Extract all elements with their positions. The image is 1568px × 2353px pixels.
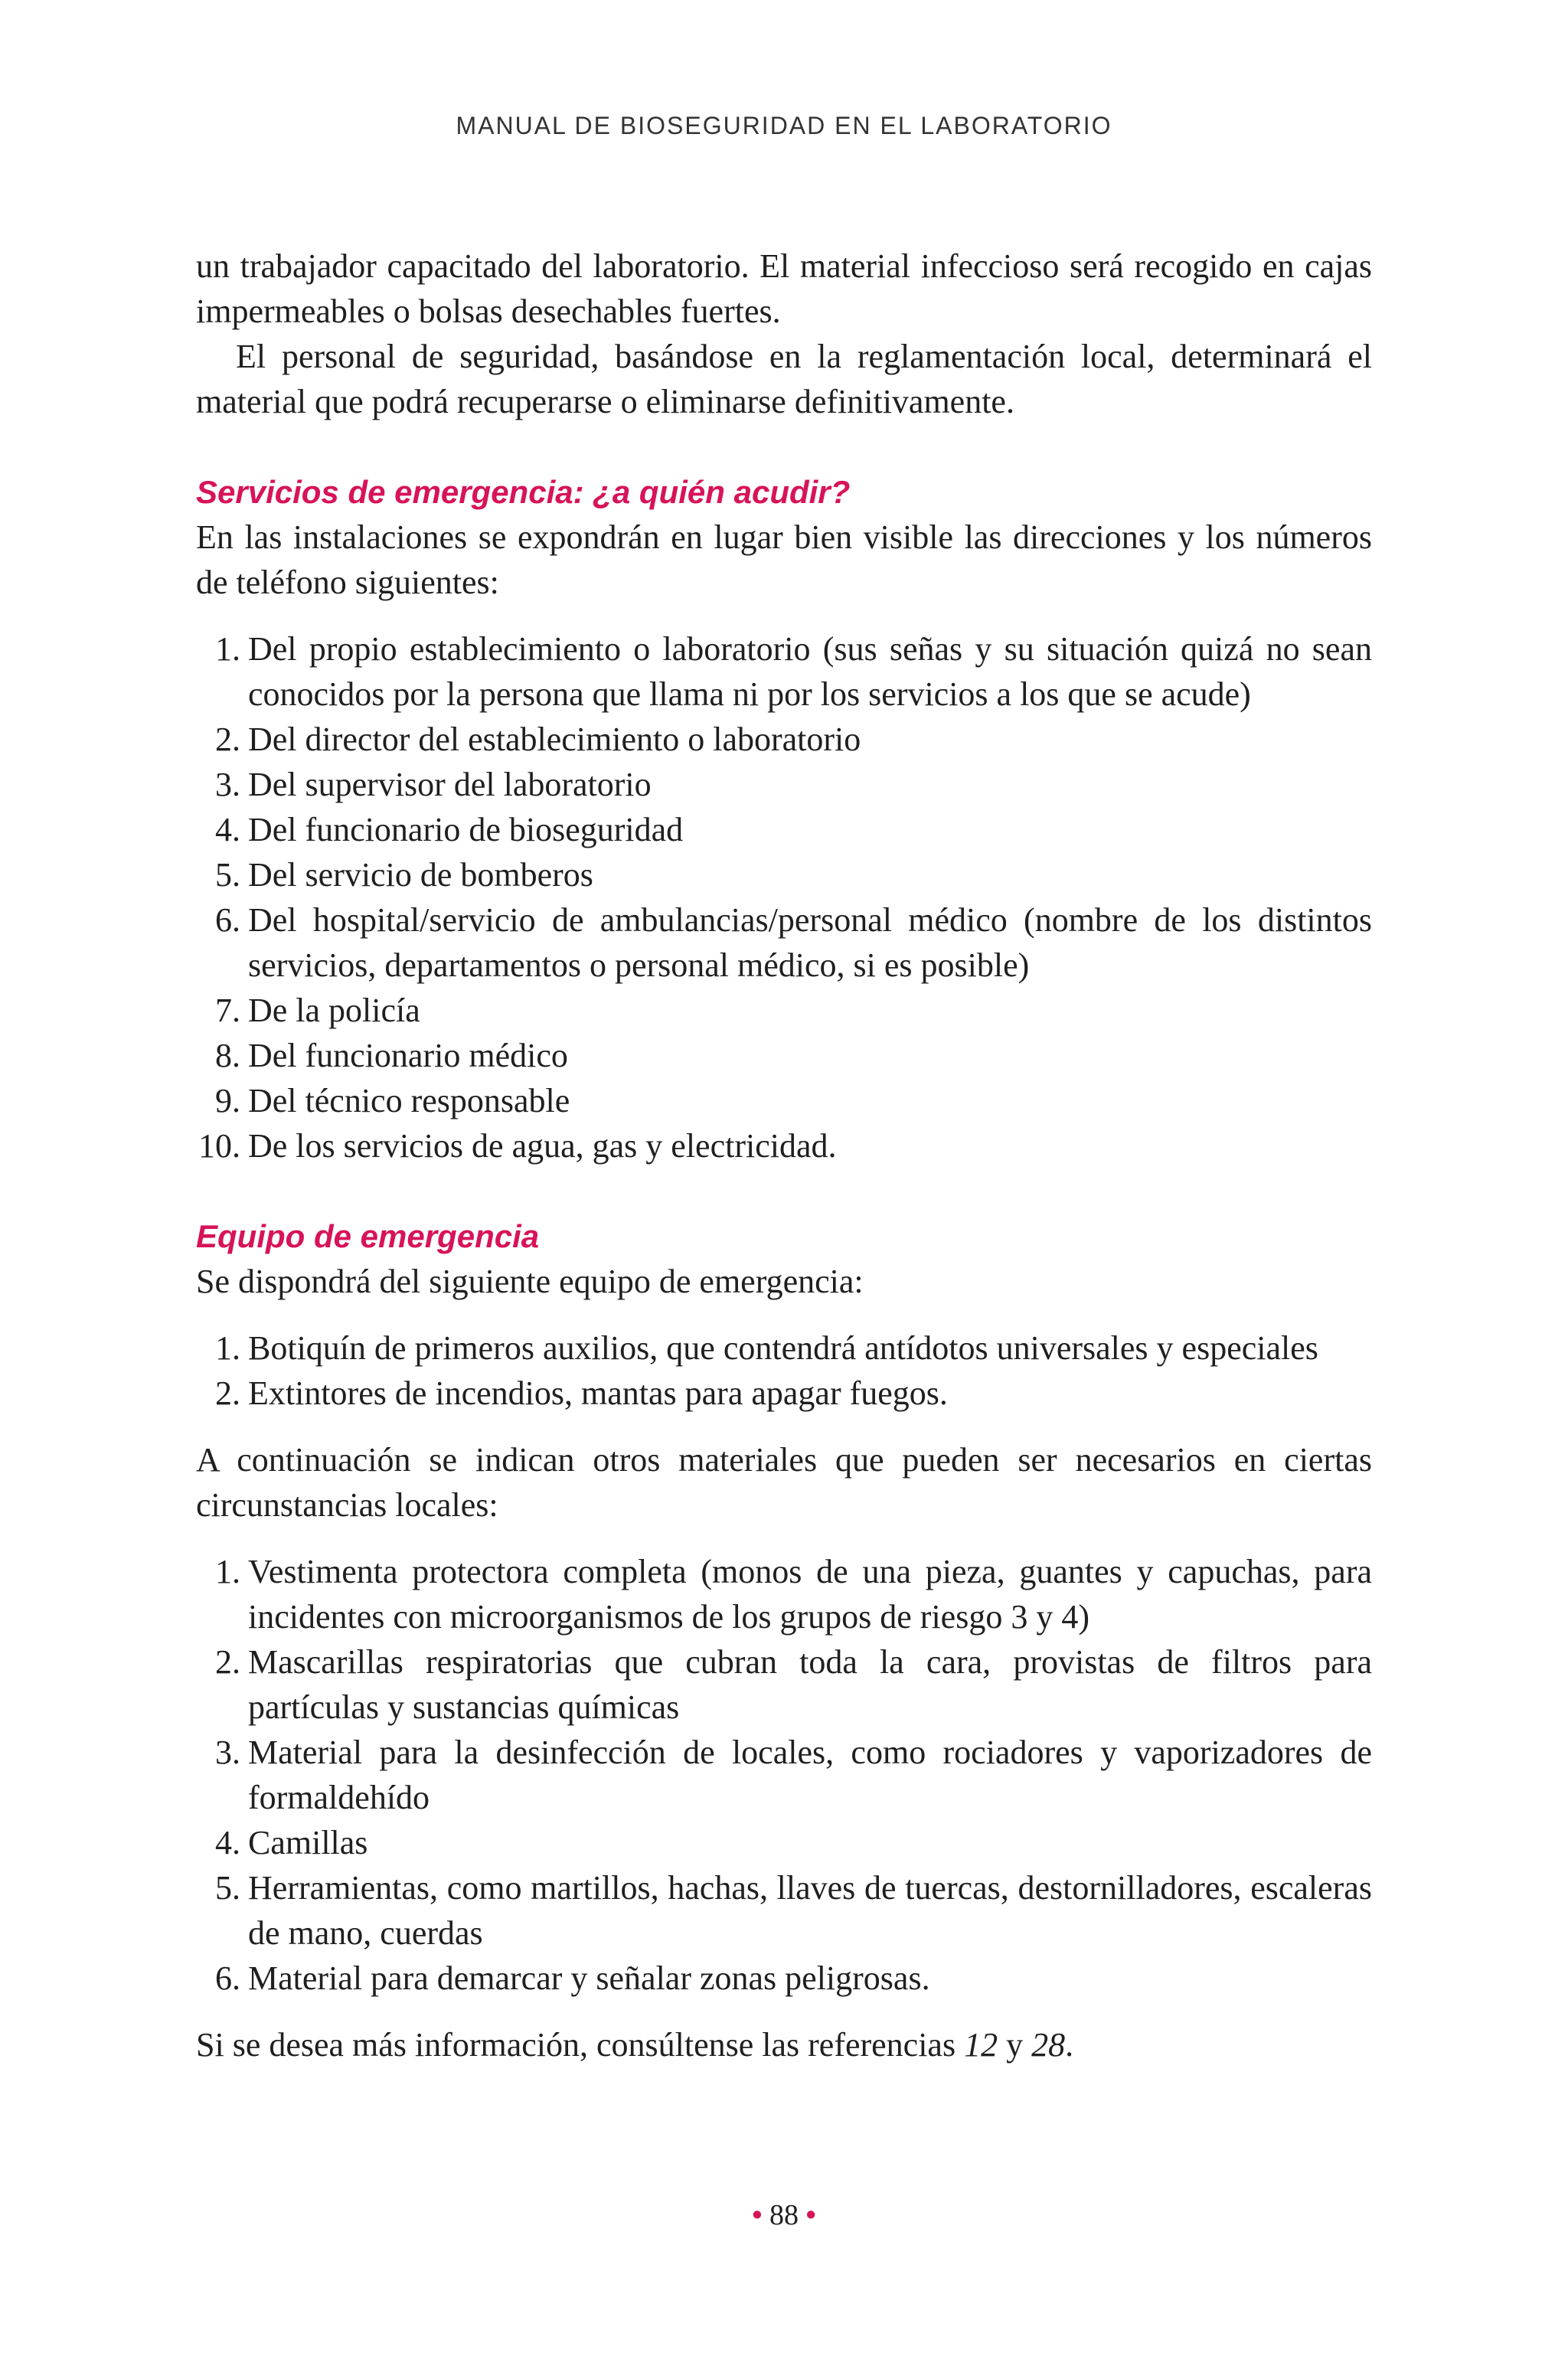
list-number: 6. bbox=[215, 901, 240, 939]
reference-link-12: 12 bbox=[964, 2026, 998, 2064]
other-materials-intro: A continuación se indican otros materiales que pueden ser necesarios en ciertas circunstancias locales: bbox=[196, 1441, 1372, 1524]
closing-text-middle: y bbox=[998, 2026, 1032, 2064]
list-number: 1. bbox=[215, 630, 240, 668]
list-item bbox=[196, 1123, 1372, 1168]
list-item bbox=[196, 1549, 1372, 1639]
closing-paragraph bbox=[196, 2022, 1372, 2067]
list-number: 2. bbox=[215, 721, 240, 758]
list-item bbox=[196, 897, 1372, 988]
list-number: 4. bbox=[215, 1824, 240, 1861]
list-item bbox=[196, 852, 1372, 897]
emergency-contacts-list bbox=[196, 626, 1372, 1168]
list-text: Del hospital/servicio de ambulancias/personal médico (nombre de los distintos servicios, departamentos o personal médico, si es posible) bbox=[248, 901, 1372, 984]
bullet-icon: • bbox=[752, 2199, 763, 2231]
list-text: Del supervisor del laboratorio bbox=[248, 766, 652, 803]
list-item bbox=[196, 1325, 1372, 1371]
emergency-equipment-list bbox=[196, 1325, 1372, 1416]
list-item bbox=[196, 717, 1372, 762]
list-item bbox=[196, 1956, 1372, 2001]
list-number: 5. bbox=[215, 1869, 240, 1907]
list-text: Del servicio de bomberos bbox=[248, 856, 593, 894]
list-number: 6. bbox=[215, 1959, 240, 1997]
list-text: Del funcionario médico bbox=[248, 1037, 568, 1074]
page-body bbox=[196, 243, 1372, 2067]
list-number: 3. bbox=[215, 766, 240, 803]
emergency-equipment-intro: Se dispondrá del siguiente equipo de emergencia: bbox=[196, 1263, 864, 1300]
emergency-services-intro: En las instalaciones se expondrán en lugar bien visible las direcciones y los números de teléfono siguientes: bbox=[196, 518, 1372, 601]
intro-paragraph-2: El personal de seguridad, basándose en la reglamentación local, determinará el material que podrá recuperarse o eliminarse definitivamente. bbox=[196, 338, 1372, 420]
list-text: Herramientas, como martillos, hachas, llaves de tuercas, destornilladores, escaleras de mano, cuerdas bbox=[248, 1869, 1372, 1952]
list-number: 10. bbox=[198, 1127, 240, 1165]
section-heading-emergency-services: Servicios de emergencia: ¿a quién acudir? bbox=[196, 474, 851, 510]
reference-link-28: 28 bbox=[1031, 2026, 1066, 2064]
other-materials-list bbox=[196, 1549, 1372, 2001]
list-text: Del funcionario de bioseguridad bbox=[248, 811, 684, 848]
list-number: 8. bbox=[215, 1037, 240, 1074]
list-text: Del propio establecimiento o laboratorio (sus señas y su situación quizá no sean conocidos por la persona que llama ni por los servicios a los que se acude) bbox=[248, 630, 1372, 713]
page-number bbox=[0, 2198, 1568, 2232]
closing-text-before: Si se desea más información, consúltense las referencias bbox=[196, 2026, 965, 2064]
list-item bbox=[196, 1730, 1372, 1820]
list-text: De la policía bbox=[248, 992, 420, 1029]
list-text: Del técnico responsable bbox=[248, 1082, 570, 1119]
list-item bbox=[196, 762, 1372, 807]
list-item bbox=[196, 807, 1372, 852]
list-number: 5. bbox=[215, 856, 240, 894]
list-number: 1. bbox=[215, 1553, 240, 1590]
list-item bbox=[196, 1820, 1372, 1865]
list-item bbox=[196, 1371, 1372, 1416]
list-number: 2. bbox=[215, 1374, 240, 1412]
list-text: Material para demarcar y señalar zonas peligrosas. bbox=[248, 1959, 930, 1997]
list-text: Del director del establecimiento o laboratorio bbox=[248, 721, 861, 758]
list-text: Vestimenta protectora completa (monos de una pieza, guantes y capuchas, para incidentes con microorganismos de los grupos de riesgo 3 y 4) bbox=[248, 1553, 1372, 1636]
list-text: Material para la desinfección de locales, como rociadores y vaporizadores de formaldehído bbox=[248, 1734, 1372, 1816]
list-item bbox=[196, 1639, 1372, 1730]
closing-text-after: . bbox=[1065, 2026, 1074, 2064]
intro-paragraph-1: un trabajador capacitado del laboratorio. El material infeccioso será recogido en cajas impermeables o bolsas desechables fuertes. bbox=[196, 247, 1372, 330]
running-head: MANUAL DE BIOSEGURIDAD EN EL LABORATORIO bbox=[456, 112, 1112, 139]
list-item bbox=[196, 626, 1372, 717]
list-item bbox=[196, 1033, 1372, 1078]
list-item bbox=[196, 1865, 1372, 1956]
list-text: Camillas bbox=[248, 1824, 368, 1861]
list-number: 4. bbox=[215, 811, 240, 848]
list-item bbox=[196, 988, 1372, 1033]
list-number: 3. bbox=[215, 1734, 240, 1771]
list-text: Botiquín de primeros auxilios, que contendrá antídotos universales y especiales bbox=[248, 1329, 1318, 1367]
page-number-value: 88 bbox=[769, 2199, 799, 2231]
list-text: Mascarillas respiratorias que cubran toda la cara, provistas de filtros para partículas y sustancias químicas bbox=[248, 1643, 1372, 1726]
list-text: Extintores de incendios, mantas para apagar fuegos. bbox=[248, 1374, 948, 1412]
list-text: De los servicios de agua, gas y electricidad. bbox=[248, 1127, 837, 1165]
list-number: 2. bbox=[215, 1643, 240, 1681]
bullet-icon: • bbox=[805, 2199, 816, 2231]
list-number: 7. bbox=[215, 992, 240, 1029]
list-item bbox=[196, 1078, 1372, 1123]
list-number: 1. bbox=[215, 1329, 240, 1367]
list-number: 9. bbox=[215, 1082, 240, 1119]
section-heading-emergency-equipment: Equipo de emergencia bbox=[196, 1218, 540, 1254]
